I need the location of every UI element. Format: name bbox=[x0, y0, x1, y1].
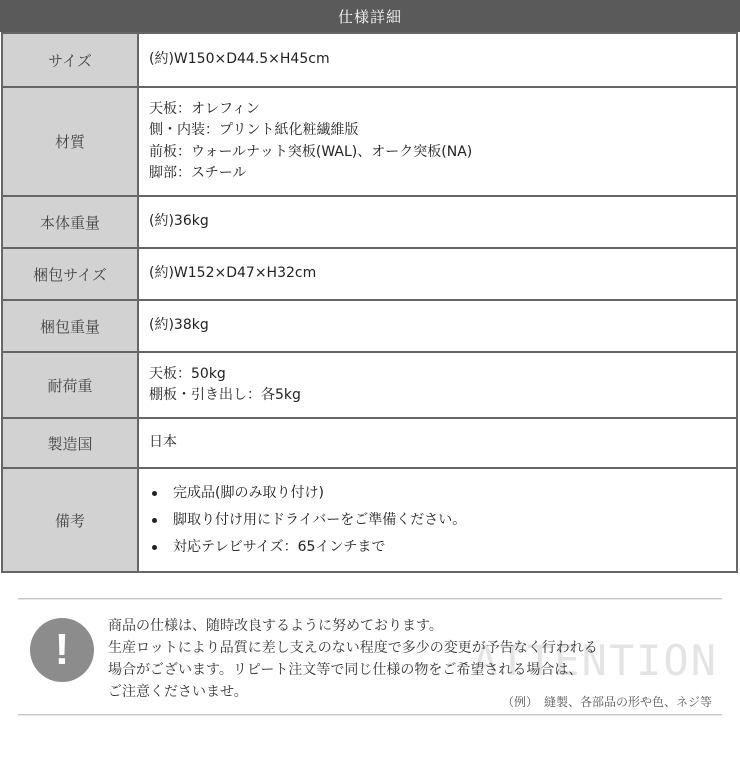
list-item-text: 完成品(脚のみ取り付け) bbox=[173, 484, 324, 501]
list-item bbox=[149, 534, 726, 561]
notes-list bbox=[149, 480, 726, 561]
spec-row-package-size bbox=[2, 248, 737, 300]
bullet-icon bbox=[152, 545, 157, 550]
spec-row-notes bbox=[2, 468, 737, 572]
notice-text bbox=[108, 615, 598, 703]
spec-value-line: 側・内装：プリント紙化粧繊維版 bbox=[149, 122, 359, 138]
spec-label: 製造国 bbox=[2, 418, 138, 468]
notice-line: 場合がございます。リピート注文等で同じ仕様の物をご希望される場合は、 bbox=[108, 662, 583, 678]
spec-row-load-capacity bbox=[2, 352, 737, 418]
spec-row-package-weight bbox=[2, 300, 737, 352]
spec-label: 備考 bbox=[2, 468, 138, 572]
spec-value bbox=[138, 248, 737, 300]
spec-label: 材質 bbox=[2, 87, 138, 196]
spec-value-line: (約)36kg bbox=[149, 213, 209, 230]
spec-label: 耐荷重 bbox=[2, 352, 138, 418]
list-item-text: 対応テレビサイズ：65インチまで bbox=[173, 538, 386, 555]
spec-value bbox=[138, 468, 737, 572]
spec-value-line: 天板：50kg bbox=[149, 365, 226, 382]
spec-value-line: 脚部：スチール bbox=[149, 165, 247, 181]
spec-value bbox=[138, 300, 737, 352]
spec-value-line: (約)38kg bbox=[149, 317, 209, 334]
spec-row-size bbox=[2, 33, 737, 87]
divider bbox=[18, 598, 722, 600]
notice-example: （例） 縫製、各部品の形や色、ネジ等 bbox=[501, 695, 712, 709]
spec-value bbox=[138, 418, 737, 468]
exclamation-icon: ! bbox=[30, 618, 94, 682]
spec-header bbox=[0, 0, 740, 32]
spec-label: 本体重量 bbox=[2, 196, 138, 248]
notice-box bbox=[18, 598, 722, 716]
divider bbox=[18, 714, 722, 716]
list-item-text: 脚取り付け用にドライバーをご準備ください。 bbox=[173, 511, 467, 528]
spec-row-weight bbox=[2, 196, 737, 248]
notice-line: 生産ロットにより品質に差し支えのない程度で多少の変更が予告なく行われる bbox=[108, 640, 598, 656]
spec-label: 梱包重量 bbox=[2, 300, 138, 352]
spec-value-line: 棚板・引き出し：各5kg bbox=[149, 387, 301, 403]
spec-value-line: (約)W152×D47×H32cm bbox=[149, 265, 317, 282]
bullet-icon bbox=[152, 518, 157, 523]
spec-row-country bbox=[2, 418, 737, 468]
spec-value-line: (約)W150×D44.5×H45cm bbox=[149, 51, 330, 68]
spec-value bbox=[138, 87, 737, 196]
spec-row-material bbox=[2, 87, 737, 196]
spec-value bbox=[138, 33, 737, 87]
bullet-icon bbox=[152, 491, 157, 496]
spec-title: 仕様詳細 bbox=[337, 7, 402, 26]
spec-label: サイズ bbox=[2, 33, 138, 87]
list-item bbox=[149, 480, 726, 507]
notice-line: 商品の仕様は、随時改良するように努めております。 bbox=[108, 618, 443, 634]
spec-value-line: 天板：オレフィン bbox=[149, 100, 260, 117]
spec-value bbox=[138, 196, 737, 248]
spec-value-line: 日本 bbox=[149, 434, 177, 451]
list-item bbox=[149, 507, 726, 534]
notice-line: ご注意くださいませ。 bbox=[108, 684, 248, 700]
attention-watermark: ATTENTION bbox=[472, 636, 718, 685]
spec-value bbox=[138, 352, 737, 418]
spec-value-line: 前板：ウォールナット突板(WAL)、オーク突板(NA) bbox=[149, 143, 473, 160]
spec-table bbox=[1, 32, 738, 573]
spec-label: 梱包サイズ bbox=[2, 248, 138, 300]
